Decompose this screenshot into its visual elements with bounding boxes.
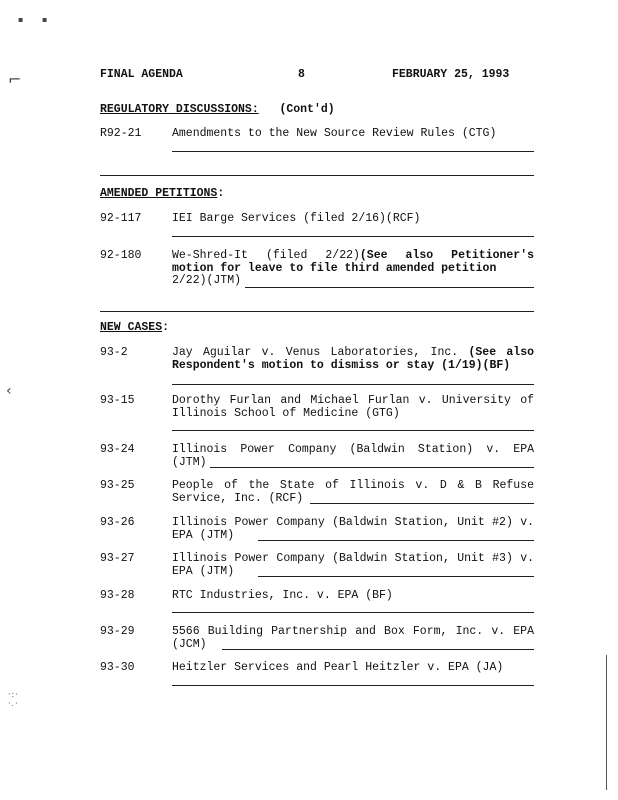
scan-noise: ·:· ·.· — [8, 690, 19, 708]
section-heading-amended: AMENDED PETITIONS: — [100, 187, 225, 200]
agenda-title: FINAL AGENDA — [100, 68, 183, 81]
item-number: 92-180 — [100, 249, 142, 262]
item-text: We-Shred-It (filed 2/22)(See also Petitioner's motion for leave to file third amended petition — [172, 249, 534, 275]
item-text: Illinois Power Company (Baldwin Station) v. EPA (JTM) — [172, 443, 534, 469]
item-number: 93-26 — [100, 516, 135, 529]
item-number: 93-25 — [100, 479, 135, 492]
signature-line — [210, 467, 534, 468]
item-text: Dorothy Furlan and Michael Furlan v. University of Illinois School of Medicine (GTG) — [172, 394, 534, 420]
signature-line — [222, 649, 534, 650]
page-number: 8 — [298, 68, 305, 81]
item-number: 93-15 — [100, 394, 135, 407]
item-number: 93-2 — [100, 346, 128, 359]
signature-line — [258, 576, 534, 577]
item-text: Jay Aguilar v. Venus Laboratories, Inc. (See also Respondent's motion to dismiss or stay (1/19)(BF) — [172, 346, 534, 372]
item-number: 93-30 — [100, 661, 135, 674]
signature-line — [258, 540, 534, 541]
signature-line — [172, 236, 534, 237]
item-text: Heitzler Services and Pearl Heitzler v. EPA (JA) — [172, 661, 504, 674]
item-text-continued: 2/22)(JTM) — [172, 274, 242, 287]
item-text: Illinois Power Company (Baldwin Station, Unit #3) v. EPA (JTM) — [172, 552, 534, 578]
item-number: 92-117 — [100, 212, 142, 225]
signature-line — [245, 287, 534, 288]
signature-line — [310, 503, 534, 504]
scan-speck: ▪ — [42, 15, 48, 24]
section-heading-new-cases: NEW CASES: — [100, 321, 170, 334]
item-number: R92-21 — [100, 127, 142, 140]
signature-line — [172, 685, 534, 686]
item-number: 93-27 — [100, 552, 135, 565]
agenda-date: FEBRUARY 25, 1993 — [392, 68, 510, 81]
scan-edge-line — [606, 655, 607, 790]
signature-line — [172, 384, 534, 385]
item-text: Amendments to the New Source Review Rules (CTG) — [172, 127, 497, 140]
signature-line — [172, 430, 534, 431]
margin-mark: ‹ — [6, 383, 12, 399]
section-divider — [100, 311, 534, 312]
margin-mark: ⌐ — [8, 70, 22, 89]
item-number: 93-24 — [100, 443, 135, 456]
item-text: 5566 Building Partnership and Box Form, Inc. v. EPA (JCM) — [172, 625, 534, 651]
section-heading-regulatory: REGULATORY DISCUSSIONS: (Cont'd) — [100, 103, 335, 116]
item-text: Illinois Power Company (Baldwin Station, Unit #2) v. EPA (JTM) — [172, 516, 534, 542]
item-text: RTC Industries, Inc. v. EPA (BF) — [172, 589, 393, 602]
signature-line — [172, 612, 534, 613]
item-text: People of the State of Illinois v. D & B Refuse Service, Inc. (RCF) — [172, 479, 534, 505]
signature-line — [172, 151, 534, 152]
item-number: 93-29 — [100, 625, 135, 638]
scan-speck: ▪ — [18, 15, 24, 24]
section-divider — [100, 175, 534, 176]
item-number: 93-28 — [100, 589, 135, 602]
item-text: IEI Barge Services (filed 2/16)(RCF) — [172, 212, 421, 225]
